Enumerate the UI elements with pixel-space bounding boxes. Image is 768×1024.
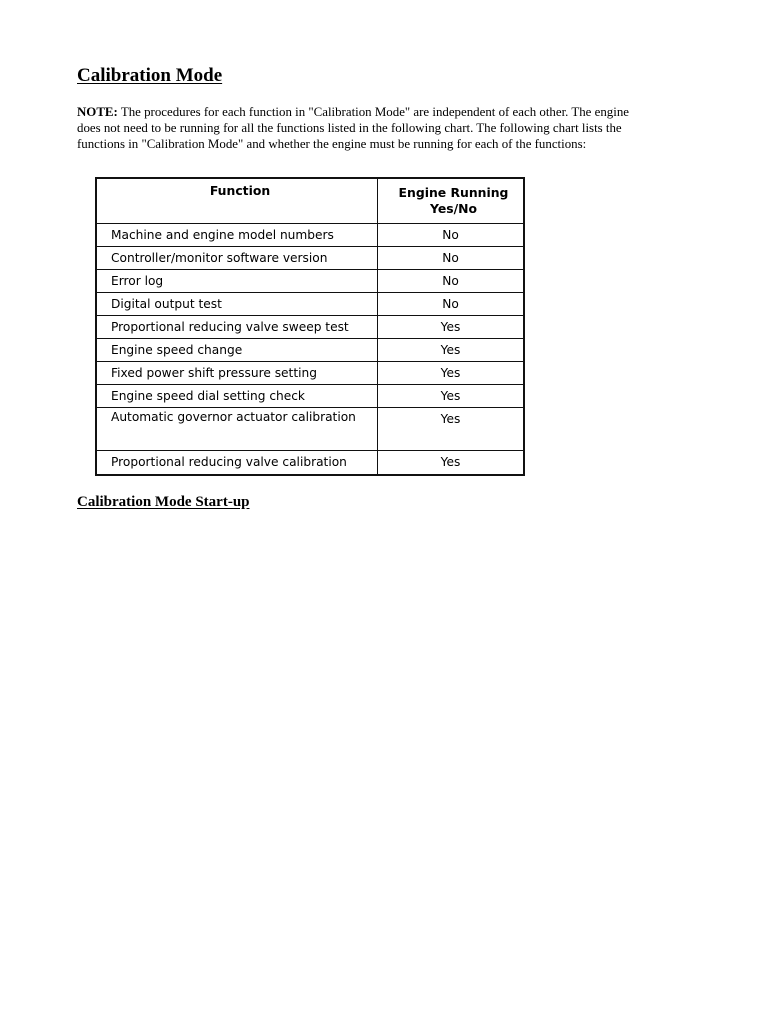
cell-engine-running: Yes (378, 316, 525, 339)
header-function: Function (96, 178, 378, 224)
table-row (96, 385, 524, 408)
section-heading: Calibration Mode Start-up (77, 494, 250, 510)
cell-function: Automatic governor actuator calibration (96, 408, 378, 451)
table-row (96, 270, 524, 293)
note-line-1 (77, 104, 697, 120)
table-row (96, 247, 524, 270)
cell-function: Proportional reducing valve sweep test (96, 316, 378, 339)
cell-engine-running: No (378, 247, 525, 270)
table-row (96, 362, 524, 385)
header-engine-running-label: Engine Running (398, 185, 509, 200)
cell-engine-running: No (378, 224, 525, 247)
table-row (96, 339, 524, 362)
cell-function: Controller/monitor software version (96, 247, 378, 270)
cell-engine-running: Yes (378, 451, 525, 476)
note-line-3: functions in "Calibration Mode" and whether the engine must be running for each of the functions: (77, 137, 587, 151)
function-table (95, 177, 525, 476)
cell-function: Fixed power shift pressure setting (96, 362, 378, 385)
header-engine-running (378, 178, 525, 224)
table-row (96, 224, 524, 247)
cell-function: Machine and engine model numbers (96, 224, 378, 247)
cell-function: Error log (96, 270, 378, 293)
page-title: Calibration Mode (77, 65, 223, 86)
cell-function: Engine speed change (96, 339, 378, 362)
cell-engine-running: Yes (378, 408, 525, 451)
table-row (96, 316, 524, 339)
note-line-2: does not need to be running for all the functions listed in the following chart. The following chart lists the (77, 121, 622, 135)
cell-engine-running: Yes (378, 362, 525, 385)
function-table-figure (95, 177, 527, 469)
cell-engine-running: Yes (378, 385, 525, 408)
cell-function: Digital output test (96, 293, 378, 316)
table-header-row (96, 178, 524, 224)
table-row (96, 408, 524, 451)
note-paragraph (77, 104, 697, 152)
cell-engine-running: No (378, 293, 525, 316)
table-row (96, 293, 524, 316)
cell-engine-running: Yes (378, 339, 525, 362)
note-label: NOTE: (77, 105, 118, 119)
cell-function: Engine speed dial setting check (96, 385, 378, 408)
note-line-1-text: The procedures for each function in "Calibration Mode" are independent of each other. The engine (117, 105, 629, 119)
table-row (96, 451, 524, 476)
cell-engine-running: No (378, 270, 525, 293)
cell-function: Proportional reducing valve calibration (96, 451, 378, 476)
header-yes-no-label: Yes/No (429, 201, 478, 216)
